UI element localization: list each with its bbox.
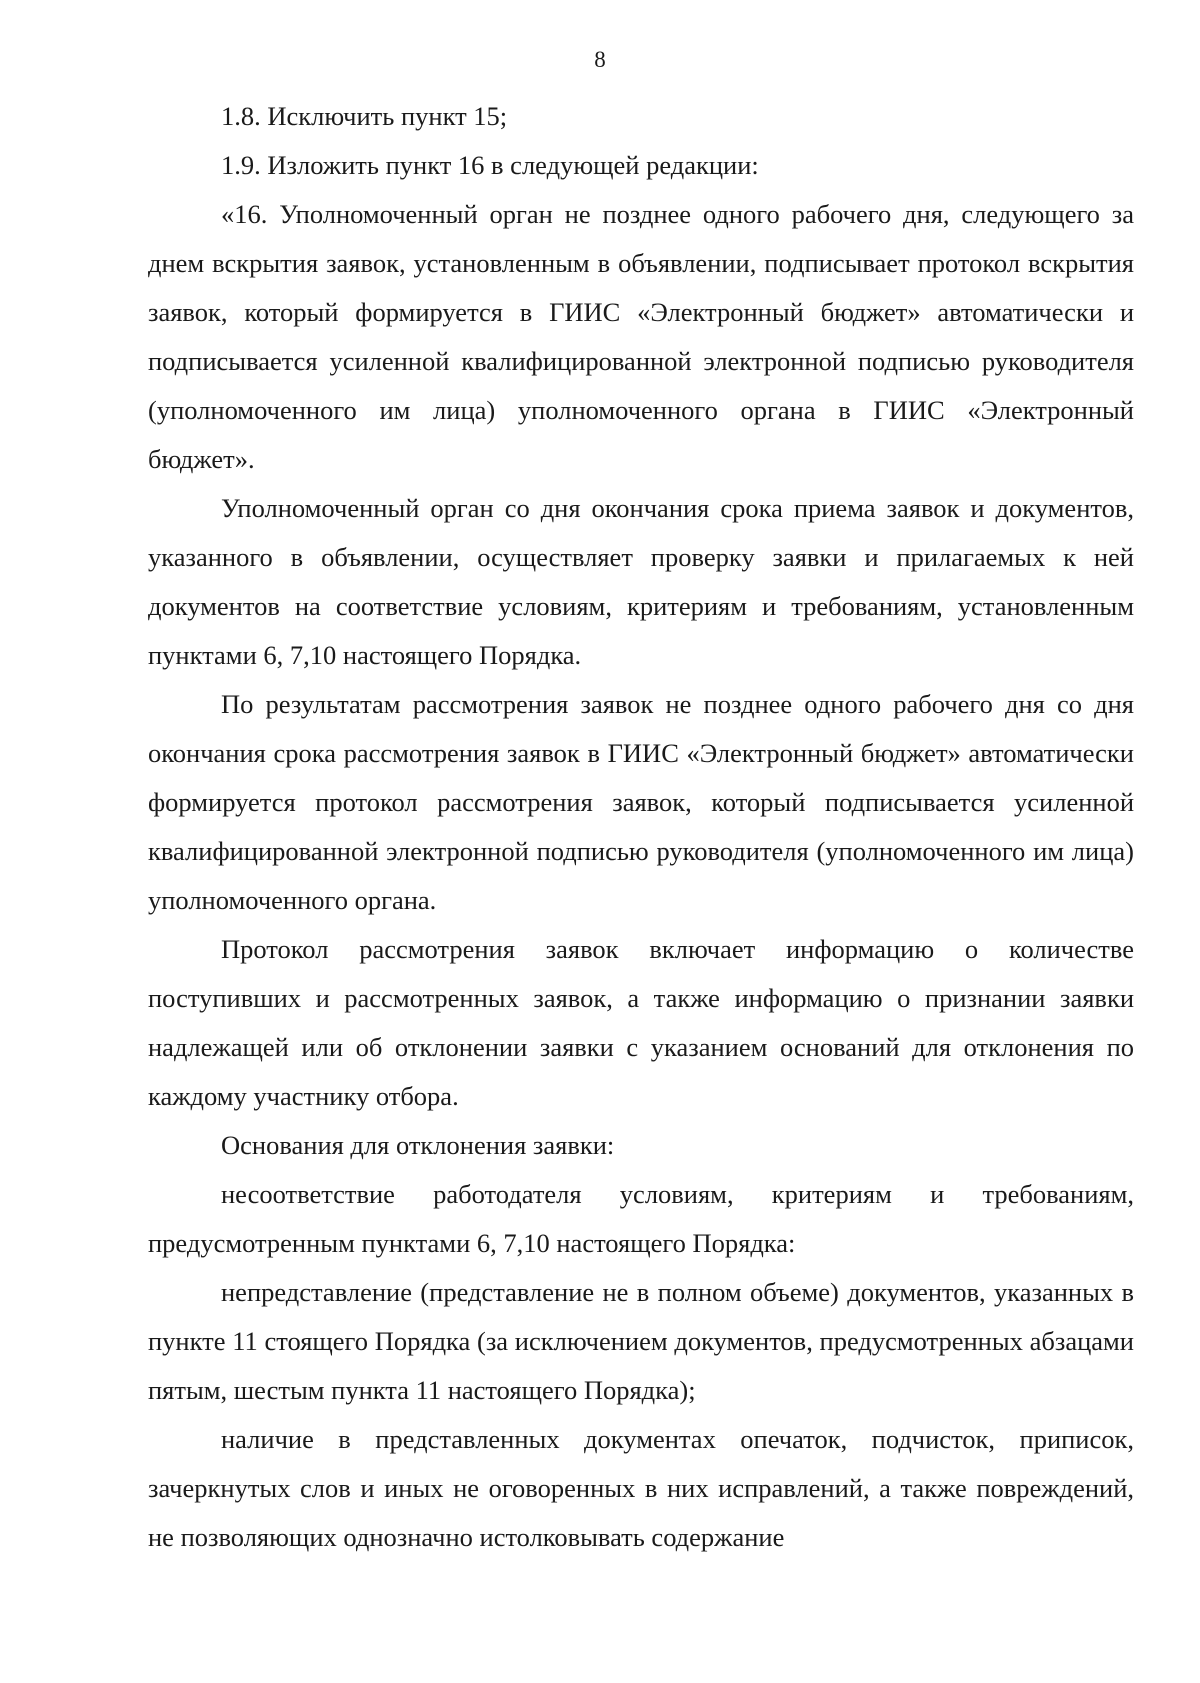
document-body: [148, 92, 1134, 1562]
paragraph-ground-document-defects: наличие в представленных документах опечаток, подчисток, приписок, зачеркнутых слов и иных не оговоренных в них исправлений, а также повреждений, не позволяющих однозначно истолковывать содержание: [148, 1424, 1134, 1552]
page-number: 8: [594, 47, 606, 72]
paragraph-ground-missing-documents: непредставление (представление не в полном объеме) документов, указанных в пункте 11 стоящего Порядка (за исключением документов, предусмотренных абзацами пятым, шестым пункта 11 настоящего Порядка);: [148, 1277, 1134, 1405]
paragraph-protocol-contents: Протокол рассмотрения заявок включает информацию о количестве поступивших и рассмотренных заявок, а также информацию о признании заявки надлежащей или об отклонении заявки с указанием оснований для отклонения по каждому участнику отбора.: [148, 934, 1134, 1111]
paragraph-ground-nonconformity: несоответствие работодателя условиям, критериям и требованиям, предусмотренным пунктами 6, 7,10 настоящего Порядка:: [148, 1179, 1134, 1258]
paragraph-1-9: 1.9. Изложить пункт 16 в следующей редакции:: [221, 150, 759, 180]
paragraph-point-16: «16. Уполномоченный орган не позднее одного рабочего дня, следующего за днем вскрытия заявок, установленным в объявлении, подписывает протокол вскрытия заявок, который формируется в ГИИС «Электронный бюджет» автоматически и подписывается усиленной квалифицированной электронной подписью руководителя (уполномоченного им лица) уполномоченного органа в ГИИС «Электронный бюджет».: [148, 199, 1134, 474]
paragraph-review-protocol: По результатам рассмотрения заявок не позднее одного рабочего дня со дня окончания срока рассмотрения заявок в ГИИС «Электронный бюджет» автоматически формируется протокол рассмотрения заявок, который подписывается усиленной квалифицированной электронной подписью руководителя (уполномоченного им лица) уполномоченного органа.: [148, 689, 1134, 915]
paragraph-1-8: 1.8. Исключить пункт 15;: [221, 101, 508, 131]
paragraph-application-check: Уполномоченный орган со дня окончания срока приема заявок и документов, указанного в объявлении, осуществляет проверку заявки и прилагаемых к ней документов на соответствие условиям, критериям и требованиям, установленным пунктами 6, 7,10 настоящего Порядка.: [148, 493, 1134, 670]
paragraph-rejection-grounds-heading: Основания для отклонения заявки:: [221, 1130, 615, 1160]
